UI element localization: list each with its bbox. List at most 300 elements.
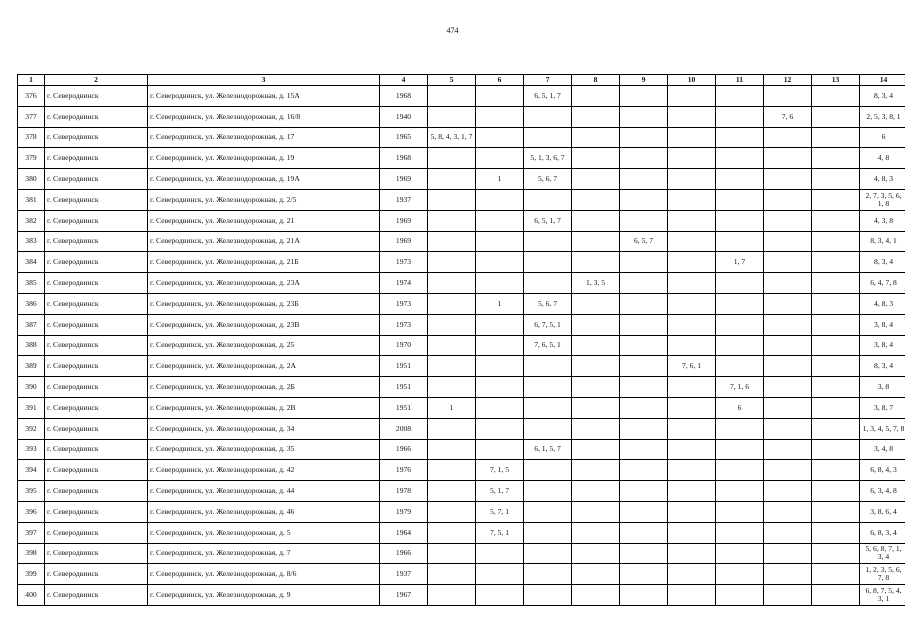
table-cell xyxy=(716,439,764,460)
table-cell xyxy=(812,148,860,169)
table-cell xyxy=(812,86,860,107)
table-cell xyxy=(716,335,764,356)
table-cell xyxy=(524,460,572,481)
table-cell xyxy=(668,210,716,231)
table-cell: г. Северодвинск xyxy=(45,252,148,273)
table-cell: г. Северодвинск xyxy=(45,293,148,314)
table-cell xyxy=(812,106,860,127)
table-cell xyxy=(764,169,812,190)
table-row xyxy=(18,252,905,273)
column-header: 2 xyxy=(45,75,148,86)
table-row xyxy=(18,293,905,314)
table-row xyxy=(18,86,905,107)
table-cell xyxy=(668,501,716,522)
column-header: 1 xyxy=(18,75,45,86)
table-cell xyxy=(716,210,764,231)
table-cell: 6, 1, 5, 7 xyxy=(524,439,572,460)
table-cell: 393 xyxy=(18,439,45,460)
table-cell: г. Северодвинск, ул. Железнодорожная, д. 21Б xyxy=(148,252,380,273)
table-cell: 1, 3, 4, 5, 7, 8 xyxy=(860,418,905,439)
table-cell xyxy=(428,439,476,460)
table-cell: 7, 6, 1 xyxy=(668,356,716,377)
table-cell: 1966 xyxy=(380,543,428,564)
table-cell: г. Северодвинск, ул. Железнодорожная, д. 2А xyxy=(148,356,380,377)
column-header: 13 xyxy=(812,75,860,86)
table-cell xyxy=(812,169,860,190)
table-cell xyxy=(524,543,572,564)
table-row xyxy=(18,439,905,460)
table-cell xyxy=(428,460,476,481)
table-cell xyxy=(572,252,620,273)
table-cell xyxy=(764,273,812,294)
table-cell xyxy=(572,377,620,398)
table-cell xyxy=(812,564,860,585)
header-row xyxy=(18,75,905,86)
table-cell: 1969 xyxy=(380,210,428,231)
table-cell: г. Северодвинск xyxy=(45,481,148,502)
table-cell: 1969 xyxy=(380,169,428,190)
table-cell: 6, 8, 3, 4 xyxy=(860,522,905,543)
table-cell xyxy=(476,127,524,148)
column-header: 7 xyxy=(524,75,572,86)
table-cell xyxy=(764,335,812,356)
table-cell xyxy=(668,106,716,127)
table-cell: 4, 8, 3 xyxy=(860,169,905,190)
table-cell xyxy=(812,189,860,210)
table-cell: г. Северодвинск xyxy=(45,585,148,606)
table-cell xyxy=(476,356,524,377)
table-cell xyxy=(572,585,620,606)
table-cell: г. Северодвинск xyxy=(45,273,148,294)
table-cell xyxy=(764,293,812,314)
table-cell: 1973 xyxy=(380,252,428,273)
table-row xyxy=(18,564,905,585)
table-cell: 3, 8, 6, 4 xyxy=(860,501,905,522)
table-cell xyxy=(476,335,524,356)
table-cell xyxy=(668,86,716,107)
table-cell: г. Северодвинск, ул. Железнодорожная, д. 21 xyxy=(148,210,380,231)
table-cell: 376 xyxy=(18,86,45,107)
table-cell xyxy=(764,356,812,377)
table-cell: 380 xyxy=(18,169,45,190)
table-cell: 394 xyxy=(18,460,45,481)
table-cell xyxy=(524,481,572,502)
table-cell: 399 xyxy=(18,564,45,585)
table-cell xyxy=(572,106,620,127)
table-cell xyxy=(620,397,668,418)
table-cell xyxy=(524,106,572,127)
table-cell xyxy=(428,585,476,606)
table-cell: 386 xyxy=(18,293,45,314)
table-cell: г. Северодвинск xyxy=(45,397,148,418)
table-cell xyxy=(716,585,764,606)
table-cell xyxy=(476,314,524,335)
table-cell: г. Северодвинск, ул. Железнодорожная, д. 44 xyxy=(148,481,380,502)
table-row xyxy=(18,543,905,564)
table-cell xyxy=(812,210,860,231)
table-cell xyxy=(716,356,764,377)
table-cell xyxy=(572,314,620,335)
table-cell: 1951 xyxy=(380,377,428,398)
column-header: 8 xyxy=(572,75,620,86)
table-cell: 3, 8, 4 xyxy=(860,335,905,356)
table-cell xyxy=(764,252,812,273)
table-cell: 1970 xyxy=(380,335,428,356)
table-cell: г. Северодвинск, ул. Железнодорожная, д. 34 xyxy=(148,418,380,439)
table-cell: 398 xyxy=(18,543,45,564)
table-cell xyxy=(428,273,476,294)
table-cell xyxy=(764,418,812,439)
table-cell xyxy=(620,501,668,522)
table-cell: 3, 8, 7 xyxy=(860,397,905,418)
table-cell: 388 xyxy=(18,335,45,356)
table-cell xyxy=(524,127,572,148)
table-row xyxy=(18,481,905,502)
table-cell xyxy=(668,169,716,190)
table-cell: 2, 5, 3, 8, 1 xyxy=(860,106,905,127)
table-cell: 3, 4, 8 xyxy=(860,439,905,460)
table-cell: г. Северодвинск xyxy=(45,418,148,439)
table-cell xyxy=(524,418,572,439)
table-row xyxy=(18,169,905,190)
table-cell xyxy=(620,543,668,564)
table-cell xyxy=(476,148,524,169)
table-cell xyxy=(764,377,812,398)
table-cell xyxy=(812,293,860,314)
table-cell: 387 xyxy=(18,314,45,335)
table-cell: 6, 8, 4, 3 xyxy=(860,460,905,481)
table-cell xyxy=(572,418,620,439)
table-cell: 8, 3, 4 xyxy=(860,252,905,273)
table-cell xyxy=(620,127,668,148)
column-header: 3 xyxy=(148,75,380,86)
table-cell: 391 xyxy=(18,397,45,418)
table-cell xyxy=(428,86,476,107)
table-cell: 382 xyxy=(18,210,45,231)
table-cell: 5, 8, 4, 3, 1, 7 xyxy=(428,127,476,148)
table-cell: г. Северодвинск xyxy=(45,356,148,377)
table-cell: г. Северодвинск, ул. Железнодорожная, д. 23Б xyxy=(148,293,380,314)
table-cell xyxy=(476,189,524,210)
table-cell: 2008 xyxy=(380,418,428,439)
table-cell: 383 xyxy=(18,231,45,252)
table-cell: 6, 5, 1, 7 xyxy=(524,86,572,107)
table-cell xyxy=(572,564,620,585)
table-cell xyxy=(620,86,668,107)
table-cell xyxy=(668,439,716,460)
table-cell: 4, 8, 3 xyxy=(860,293,905,314)
table-row xyxy=(18,522,905,543)
table-cell: г. Северодвинск xyxy=(45,231,148,252)
table-row xyxy=(18,418,905,439)
table-cell: 397 xyxy=(18,522,45,543)
table-cell xyxy=(428,169,476,190)
table-cell xyxy=(716,564,764,585)
table-cell: 385 xyxy=(18,273,45,294)
table-cell xyxy=(620,106,668,127)
table-cell: 1 xyxy=(476,293,524,314)
table-cell xyxy=(572,543,620,564)
table-cell: г. Северодвинск, ул. Железнодорожная, д. 16/8 xyxy=(148,106,380,127)
register-table xyxy=(17,74,905,606)
column-header: 5 xyxy=(428,75,476,86)
table-cell xyxy=(764,543,812,564)
table-cell xyxy=(716,106,764,127)
table-row xyxy=(18,127,905,148)
table-cell: г. Северодвинск, ул. Железнодорожная, д. 35 xyxy=(148,439,380,460)
table-cell: 379 xyxy=(18,148,45,169)
table-cell: 6 xyxy=(716,397,764,418)
table-cell: г. Северодвинск, ул. Железнодорожная, д. 17 xyxy=(148,127,380,148)
table-cell xyxy=(620,169,668,190)
table-cell: 1976 xyxy=(380,460,428,481)
table-cell: 1966 xyxy=(380,439,428,460)
table-cell xyxy=(764,585,812,606)
table-cell xyxy=(764,564,812,585)
table-row xyxy=(18,231,905,252)
table-cell xyxy=(476,439,524,460)
table-row xyxy=(18,585,905,606)
table-cell: 2, 7, 3, 5, 6, 1, 8 xyxy=(860,189,905,210)
table-cell xyxy=(428,293,476,314)
table-cell xyxy=(764,210,812,231)
column-header: 4 xyxy=(380,75,428,86)
table-cell: 6 xyxy=(860,127,905,148)
table-cell xyxy=(812,356,860,377)
page-number: 474 xyxy=(446,26,459,35)
table-cell: г. Северодвинск, ул. Железнодорожная, д. 7 xyxy=(148,543,380,564)
table-cell xyxy=(620,585,668,606)
table-cell: 1 xyxy=(476,169,524,190)
table-cell xyxy=(572,189,620,210)
table-cell: 6, 4, 7, 8 xyxy=(860,273,905,294)
column-header: 10 xyxy=(668,75,716,86)
table-cell: 6, 8, 7, 5, 4, 3, 1 xyxy=(860,585,905,606)
table-row xyxy=(18,377,905,398)
table-cell xyxy=(572,148,620,169)
table-cell xyxy=(620,418,668,439)
table-cell xyxy=(764,501,812,522)
table-cell: 3, 8 xyxy=(860,377,905,398)
table-cell: 390 xyxy=(18,377,45,398)
table-cell: г. Северодвинск, ул. Железнодорожная, д. 21А xyxy=(148,231,380,252)
table-cell xyxy=(668,585,716,606)
table-cell xyxy=(668,127,716,148)
table-cell xyxy=(716,314,764,335)
table-cell: г. Северодвинск xyxy=(45,439,148,460)
table-cell xyxy=(716,460,764,481)
table-cell xyxy=(716,86,764,107)
table-cell: 5, 6, 8, 7, 1, 3, 4 xyxy=(860,543,905,564)
table-cell xyxy=(812,273,860,294)
table-cell xyxy=(764,86,812,107)
table-cell xyxy=(572,231,620,252)
table-row xyxy=(18,189,905,210)
table-cell xyxy=(812,127,860,148)
table-cell xyxy=(476,86,524,107)
table-cell xyxy=(764,231,812,252)
table-cell: 378 xyxy=(18,127,45,148)
table-cell xyxy=(476,106,524,127)
table-cell xyxy=(716,522,764,543)
table-cell xyxy=(620,522,668,543)
table-cell xyxy=(428,481,476,502)
table-cell: 395 xyxy=(18,481,45,502)
table-cell xyxy=(428,377,476,398)
table-cell: г. Северодвинск xyxy=(45,106,148,127)
table-cell xyxy=(428,189,476,210)
table-cell xyxy=(524,564,572,585)
table-cell: 392 xyxy=(18,418,45,439)
table-cell: г. Северодвинск xyxy=(45,148,148,169)
table-cell xyxy=(524,585,572,606)
table-cell: 389 xyxy=(18,356,45,377)
table-cell xyxy=(572,335,620,356)
table-cell xyxy=(476,543,524,564)
table-cell: г. Северодвинск, ул. Железнодорожная, д. 8/6 xyxy=(148,564,380,585)
table-cell: 400 xyxy=(18,585,45,606)
table-row xyxy=(18,335,905,356)
table-cell xyxy=(572,210,620,231)
table-cell: 1, 3, 5 xyxy=(572,273,620,294)
table-cell: 7, 6 xyxy=(764,106,812,127)
table-cell xyxy=(428,543,476,564)
table-cell: 377 xyxy=(18,106,45,127)
table-cell xyxy=(716,231,764,252)
table-cell: 396 xyxy=(18,501,45,522)
table-cell: 1 xyxy=(428,397,476,418)
table-cell xyxy=(764,439,812,460)
table-cell: 1937 xyxy=(380,189,428,210)
table-cell xyxy=(428,106,476,127)
table-cell: 1940 xyxy=(380,106,428,127)
table-cell xyxy=(476,418,524,439)
table-cell: 4, 3, 8 xyxy=(860,210,905,231)
table-cell xyxy=(668,481,716,502)
table-cell xyxy=(764,522,812,543)
table-cell xyxy=(572,501,620,522)
table-cell xyxy=(812,418,860,439)
column-header: 11 xyxy=(716,75,764,86)
table-cell xyxy=(428,210,476,231)
table-cell xyxy=(428,231,476,252)
table-cell xyxy=(620,564,668,585)
table-cell xyxy=(668,418,716,439)
table-cell xyxy=(716,481,764,502)
table-cell: г. Северодвинск xyxy=(45,501,148,522)
table-cell xyxy=(620,189,668,210)
table-cell: г. Северодвинск xyxy=(45,377,148,398)
table-cell xyxy=(668,564,716,585)
table-cell: г. Северодвинск, ул. Железнодорожная, д. 19А xyxy=(148,169,380,190)
table-cell: г. Северодвинск, ул. Железнодорожная, д. 5 xyxy=(148,522,380,543)
table-cell xyxy=(764,148,812,169)
table-cell: г. Северодвинск xyxy=(45,86,148,107)
table-cell: 8, 3, 4 xyxy=(860,86,905,107)
table-cell xyxy=(812,397,860,418)
table-cell: г. Северодвинск, ул. Железнодорожная, д. 23В xyxy=(148,314,380,335)
table-cell: 1968 xyxy=(380,148,428,169)
table-row xyxy=(18,314,905,335)
table-cell: 7, 1, 5 xyxy=(476,460,524,481)
table-cell xyxy=(476,210,524,231)
table-cell: 1964 xyxy=(380,522,428,543)
table-cell xyxy=(428,356,476,377)
table-cell xyxy=(572,86,620,107)
table-row xyxy=(18,356,905,377)
table-cell xyxy=(620,460,668,481)
table-cell xyxy=(428,148,476,169)
table-cell: 3, 8, 4 xyxy=(860,314,905,335)
table-cell xyxy=(668,273,716,294)
table-cell xyxy=(812,585,860,606)
table-cell xyxy=(716,189,764,210)
table-cell xyxy=(524,397,572,418)
table-cell: г. Северодвинск xyxy=(45,169,148,190)
table-cell xyxy=(620,481,668,502)
table-row xyxy=(18,501,905,522)
table-cell xyxy=(620,252,668,273)
table-cell xyxy=(524,189,572,210)
table-cell xyxy=(812,522,860,543)
table-cell xyxy=(620,377,668,398)
table-cell xyxy=(620,293,668,314)
table-cell xyxy=(428,501,476,522)
table-cell: 1973 xyxy=(380,314,428,335)
table-cell xyxy=(572,127,620,148)
table-cell: 7, 6, 5, 1 xyxy=(524,335,572,356)
table-cell: 381 xyxy=(18,189,45,210)
table-cell: г. Северодвинск xyxy=(45,127,148,148)
table-cell: 1978 xyxy=(380,481,428,502)
column-header: 12 xyxy=(764,75,812,86)
table-cell xyxy=(620,314,668,335)
table-cell xyxy=(524,377,572,398)
table-cell: 1965 xyxy=(380,127,428,148)
table-cell: 6, 3, 4, 8 xyxy=(860,481,905,502)
table-cell xyxy=(716,127,764,148)
table-cell xyxy=(812,481,860,502)
table-cell xyxy=(620,148,668,169)
table-cell xyxy=(476,564,524,585)
table-cell xyxy=(812,314,860,335)
table-cell: 384 xyxy=(18,252,45,273)
table-cell xyxy=(572,356,620,377)
table-cell xyxy=(428,252,476,273)
table-row xyxy=(18,106,905,127)
table-cell: 5, 1, 3, 6, 7 xyxy=(524,148,572,169)
table-cell xyxy=(572,522,620,543)
column-header: 6 xyxy=(476,75,524,86)
table-cell xyxy=(476,252,524,273)
table-cell xyxy=(572,481,620,502)
table-cell xyxy=(428,418,476,439)
table-cell: г. Северодвинск xyxy=(45,335,148,356)
table-cell: г. Северодвинск xyxy=(45,210,148,231)
table-cell xyxy=(524,522,572,543)
table-cell xyxy=(716,501,764,522)
table-cell xyxy=(428,314,476,335)
table-cell xyxy=(668,460,716,481)
table-cell: г. Северодвинск, ул. Железнодорожная, д. 42 xyxy=(148,460,380,481)
table-cell: 1974 xyxy=(380,273,428,294)
table-cell: 1951 xyxy=(380,356,428,377)
table-cell: 6, 5, 1, 7 xyxy=(524,210,572,231)
table-cell xyxy=(428,335,476,356)
table-cell xyxy=(476,585,524,606)
table-cell: 7, 5, 1 xyxy=(476,522,524,543)
table-cell xyxy=(620,356,668,377)
